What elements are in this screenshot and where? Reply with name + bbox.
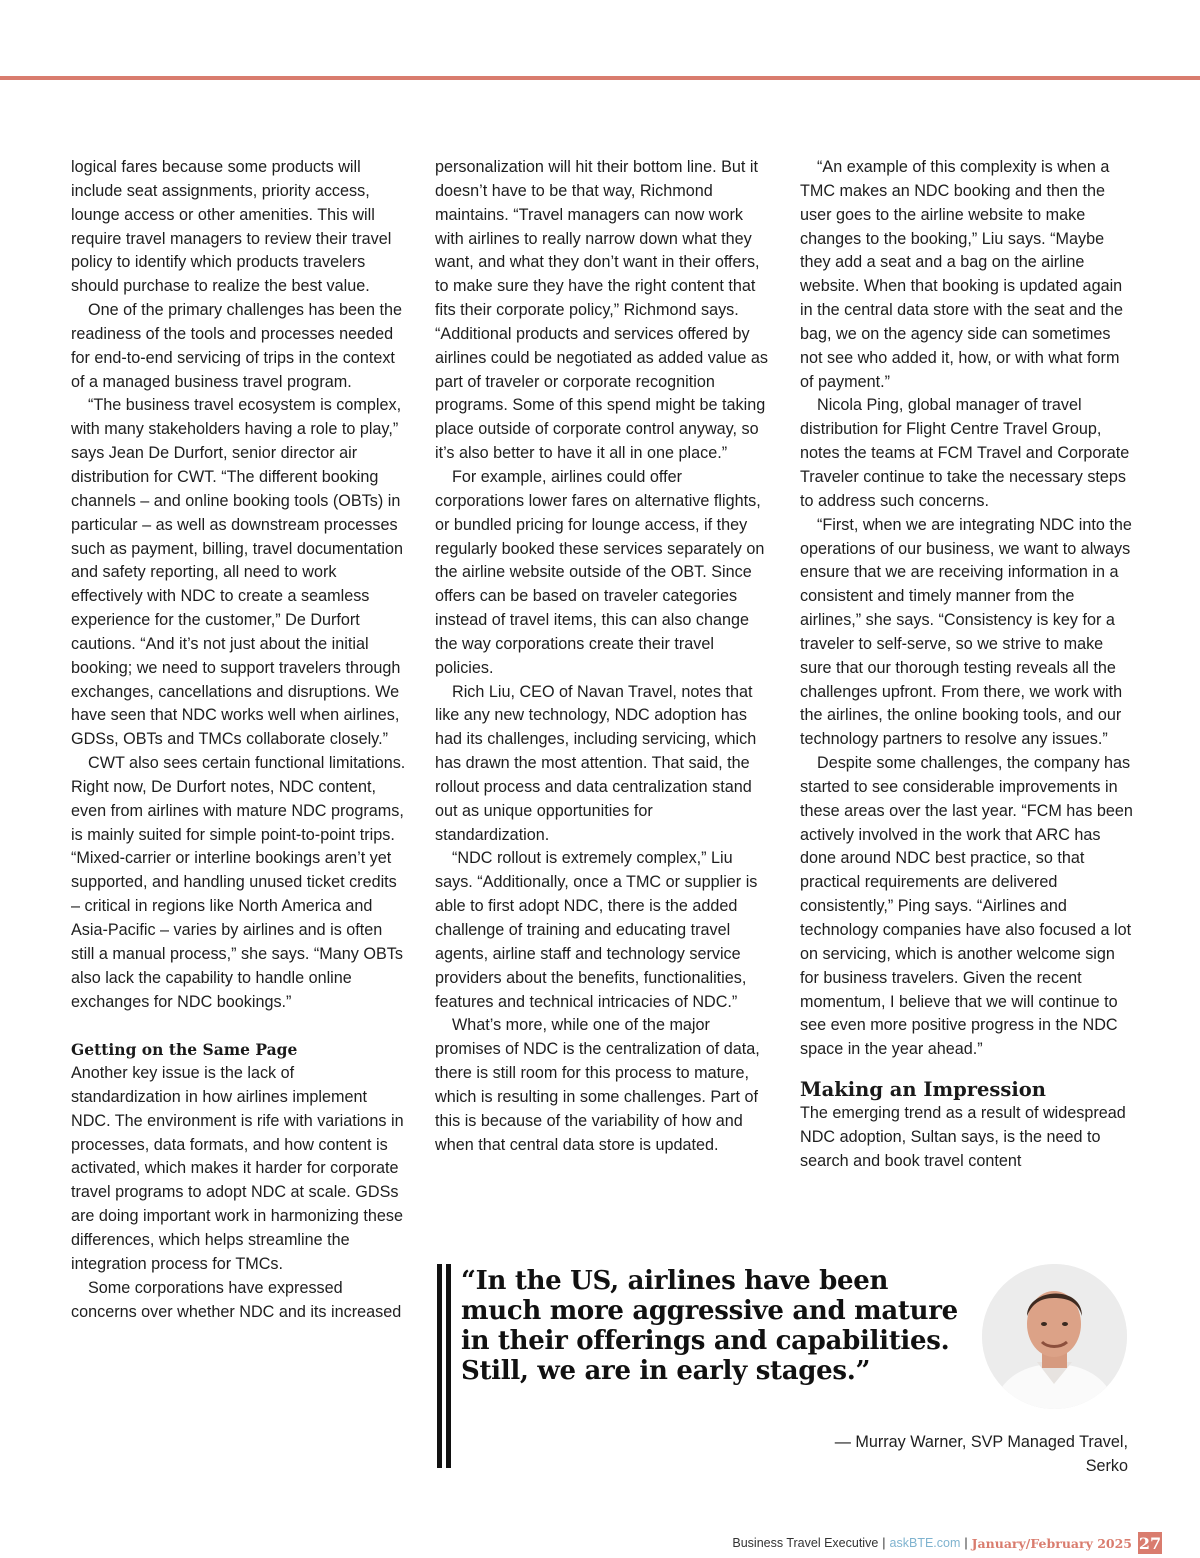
paragraph: logical fares because some products will include seat assignments, priority access, lounge access or other amenities. This will require travel managers to review their travel policy to identify which products travelers should purchase to realize the best value. <box>71 158 392 296</box>
section-heading-same-page: Getting on the Same Page <box>71 1040 298 1060</box>
paragraph: Nicola Ping, global manager of travel distribution for Flight Centre Travel Group, notes the teams at FCM Travel and Corporate Traveler continue to take the necessary steps to address such concerns. <box>800 396 1130 510</box>
paragraph: personalization will hit their bottom line. But it doesn’t have to be that way, Richmond maintains. “Travel managers can now work with airlines to really narrow down what they want, and what they don’t want in their offers, to make sure they have the right content that fits their corporate policy,” Richmond says. “Additional products and services offered by airlines could be negotiated as added value as part of traveler or corporate recognition programs. Some of this spend might be taking place outside of corporate control anyway, so it’s also better to have it all in one place.” <box>435 158 768 463</box>
paragraph: “First, when we are integrating NDC into the operations of our business, we want to always ensure that we are receiving information in a consistent and timely manner from the airlines,” she says. “Consistency is key for a traveler to self-serve, so we strive to make sure that our thorough testing reveals all the challenges upfront. From there, we work with the airlines, the online booking tools, and our technology partners to resolve any issues.” <box>800 515 1132 749</box>
pull-quote-attribution <box>768 1430 1128 1478</box>
paragraph: CWT also sees certain functional limitations. Right now, De Durfort notes, NDC content, even from airlines with mature NDC programs, is mainly suited for simple point-to-point trips. “Mixed-carrier or interline bookings aren’t yet supported, and handling unused ticket credits – critical in regions like North America and Asia-Pacific – varies by airlines and is often still a manual process,” she says. “Many OBTs also lack the capability to handle online exchanges for NDC bookings.” <box>71 754 406 1011</box>
page-footer <box>732 1532 1162 1554</box>
paragraph: What’s more, while one of the major promises of NDC is the centralization of data, there is still room for this process to mature, which is resulting in some challenges. Part of this is because of the variability of how and when that central data store is updated. <box>435 1016 760 1154</box>
paragraph: “An example of this complexity is when a TMC makes an NDC booking and then the user goes to the airline website to make changes to the booking,” Liu says. “Maybe they add a seat and a bag on the airline website. When that booking is updated again in the central data store with the seat and the bag, we on the agency side can sometimes not see who added it, how, or with what form of payment.” <box>800 158 1124 391</box>
article-column-3 <box>800 156 1135 1174</box>
paragraph: Rich Liu, CEO of Navan Travel, notes that like any new technology, NDC adoption has had its challenges, including servicing, which has drawn the most attention. That said, the rollout process and data centralization stand out as unique opportunities for standardization. <box>435 682 757 844</box>
speaker-portrait <box>982 1264 1127 1409</box>
issue-date: January/February 2025 <box>971 1535 1132 1551</box>
footer-separator: | <box>882 1536 886 1550</box>
paragraph: One of the primary challenges has been the readiness of the tools and processes needed for end-to-end servicing of trips in the context of a managed business travel program. <box>71 301 403 391</box>
pull-quote-bar <box>437 1264 442 1468</box>
paragraph: Despite some challenges, the company has started to see considerable improvements in these areas over the last year. “FCM has been actively involved in the work that ARC has done around NDC best practice, so that practical requirements are delivered consistently,” Ping says. “Airlines and technology companies have also focused a lot on servicing, which is another welcome sign for business travelers. Given the recent momentum, I believe that we will continue to see even more positive progress in the NDC space in the year ahead.” <box>800 754 1133 1059</box>
top-accent-rule <box>0 76 1200 80</box>
paragraph: Some corporations have expressed concerns over whether NDC and its increased <box>71 1278 402 1321</box>
paragraph: “NDC rollout is extremely complex,” Liu says. “Additionally, once a TMC or supplier is able to first adopt NDC, there is the added challenge of training and educating travel agents, airline staff and technology service providers about the benefits, functionalities, features and technical intricacies of NDC.” <box>435 849 758 1011</box>
attribution-name: — Murray Warner, SVP Managed Travel, <box>834 1433 1128 1451</box>
paragraph: The emerging trend as a result of widespread NDC adoption, Sultan says, is the need to search and book travel content <box>800 1104 1126 1170</box>
section-heading-impression: Making an Impression <box>800 1078 1046 1102</box>
paragraph: Another key issue is the lack of standardization in how airlines implement NDC. The environment is rife with variations in processes, data formats, and how content is activated, which makes it harder for corporate travel programs to adopt NDC at scale. GDSs are doing important work in harmonizing these differences, which helps streamline the integration process for TMCs. <box>71 1064 404 1273</box>
paragraph: “The business travel ecosystem is complex, with many stakeholders having a role to play,” says Jean De Durfort, senior director air distribution for CWT. “The different booking channels – and online booking tools (OBTs) in particular – as well as downstream processes such as payment, billing, travel documentation and safety reporting, all need to work effectively with NDC to create a seamless experience for the customer,” De Durfort cautions. “And it’s not just about the initial booking; we need to support travelers through exchanges, cancellations and disruptions. We have seen that NDC works well when airlines, GDSs, OBTs and TMCs collaborate closely.” <box>71 396 404 749</box>
page-number: 27 <box>1138 1533 1162 1553</box>
article-column-2 <box>435 156 770 1157</box>
article-column-1 <box>71 156 406 1324</box>
publication-name: Business Travel Executive <box>732 1536 879 1550</box>
pull-quote: “In the US, airlines have been much more aggressive and mature in their offerings and capabilities. Still, we are in early stages.” <box>461 1266 958 1386</box>
attribution-company: Serko <box>1085 1457 1128 1475</box>
paragraph: For example, airlines could offer corporations lower fares on alternative flights, or bundled pricing for lounge access, if they regularly booked these services separately on the airline website outside of the OBT. Since offers can be based on traveler categories instead of travel items, this can also change the way corporations create their travel policies. <box>435 467 765 677</box>
pull-quote-bar <box>446 1264 451 1468</box>
website-link[interactable]: askBTE.com <box>889 1536 961 1550</box>
footer-separator: | <box>964 1536 968 1550</box>
